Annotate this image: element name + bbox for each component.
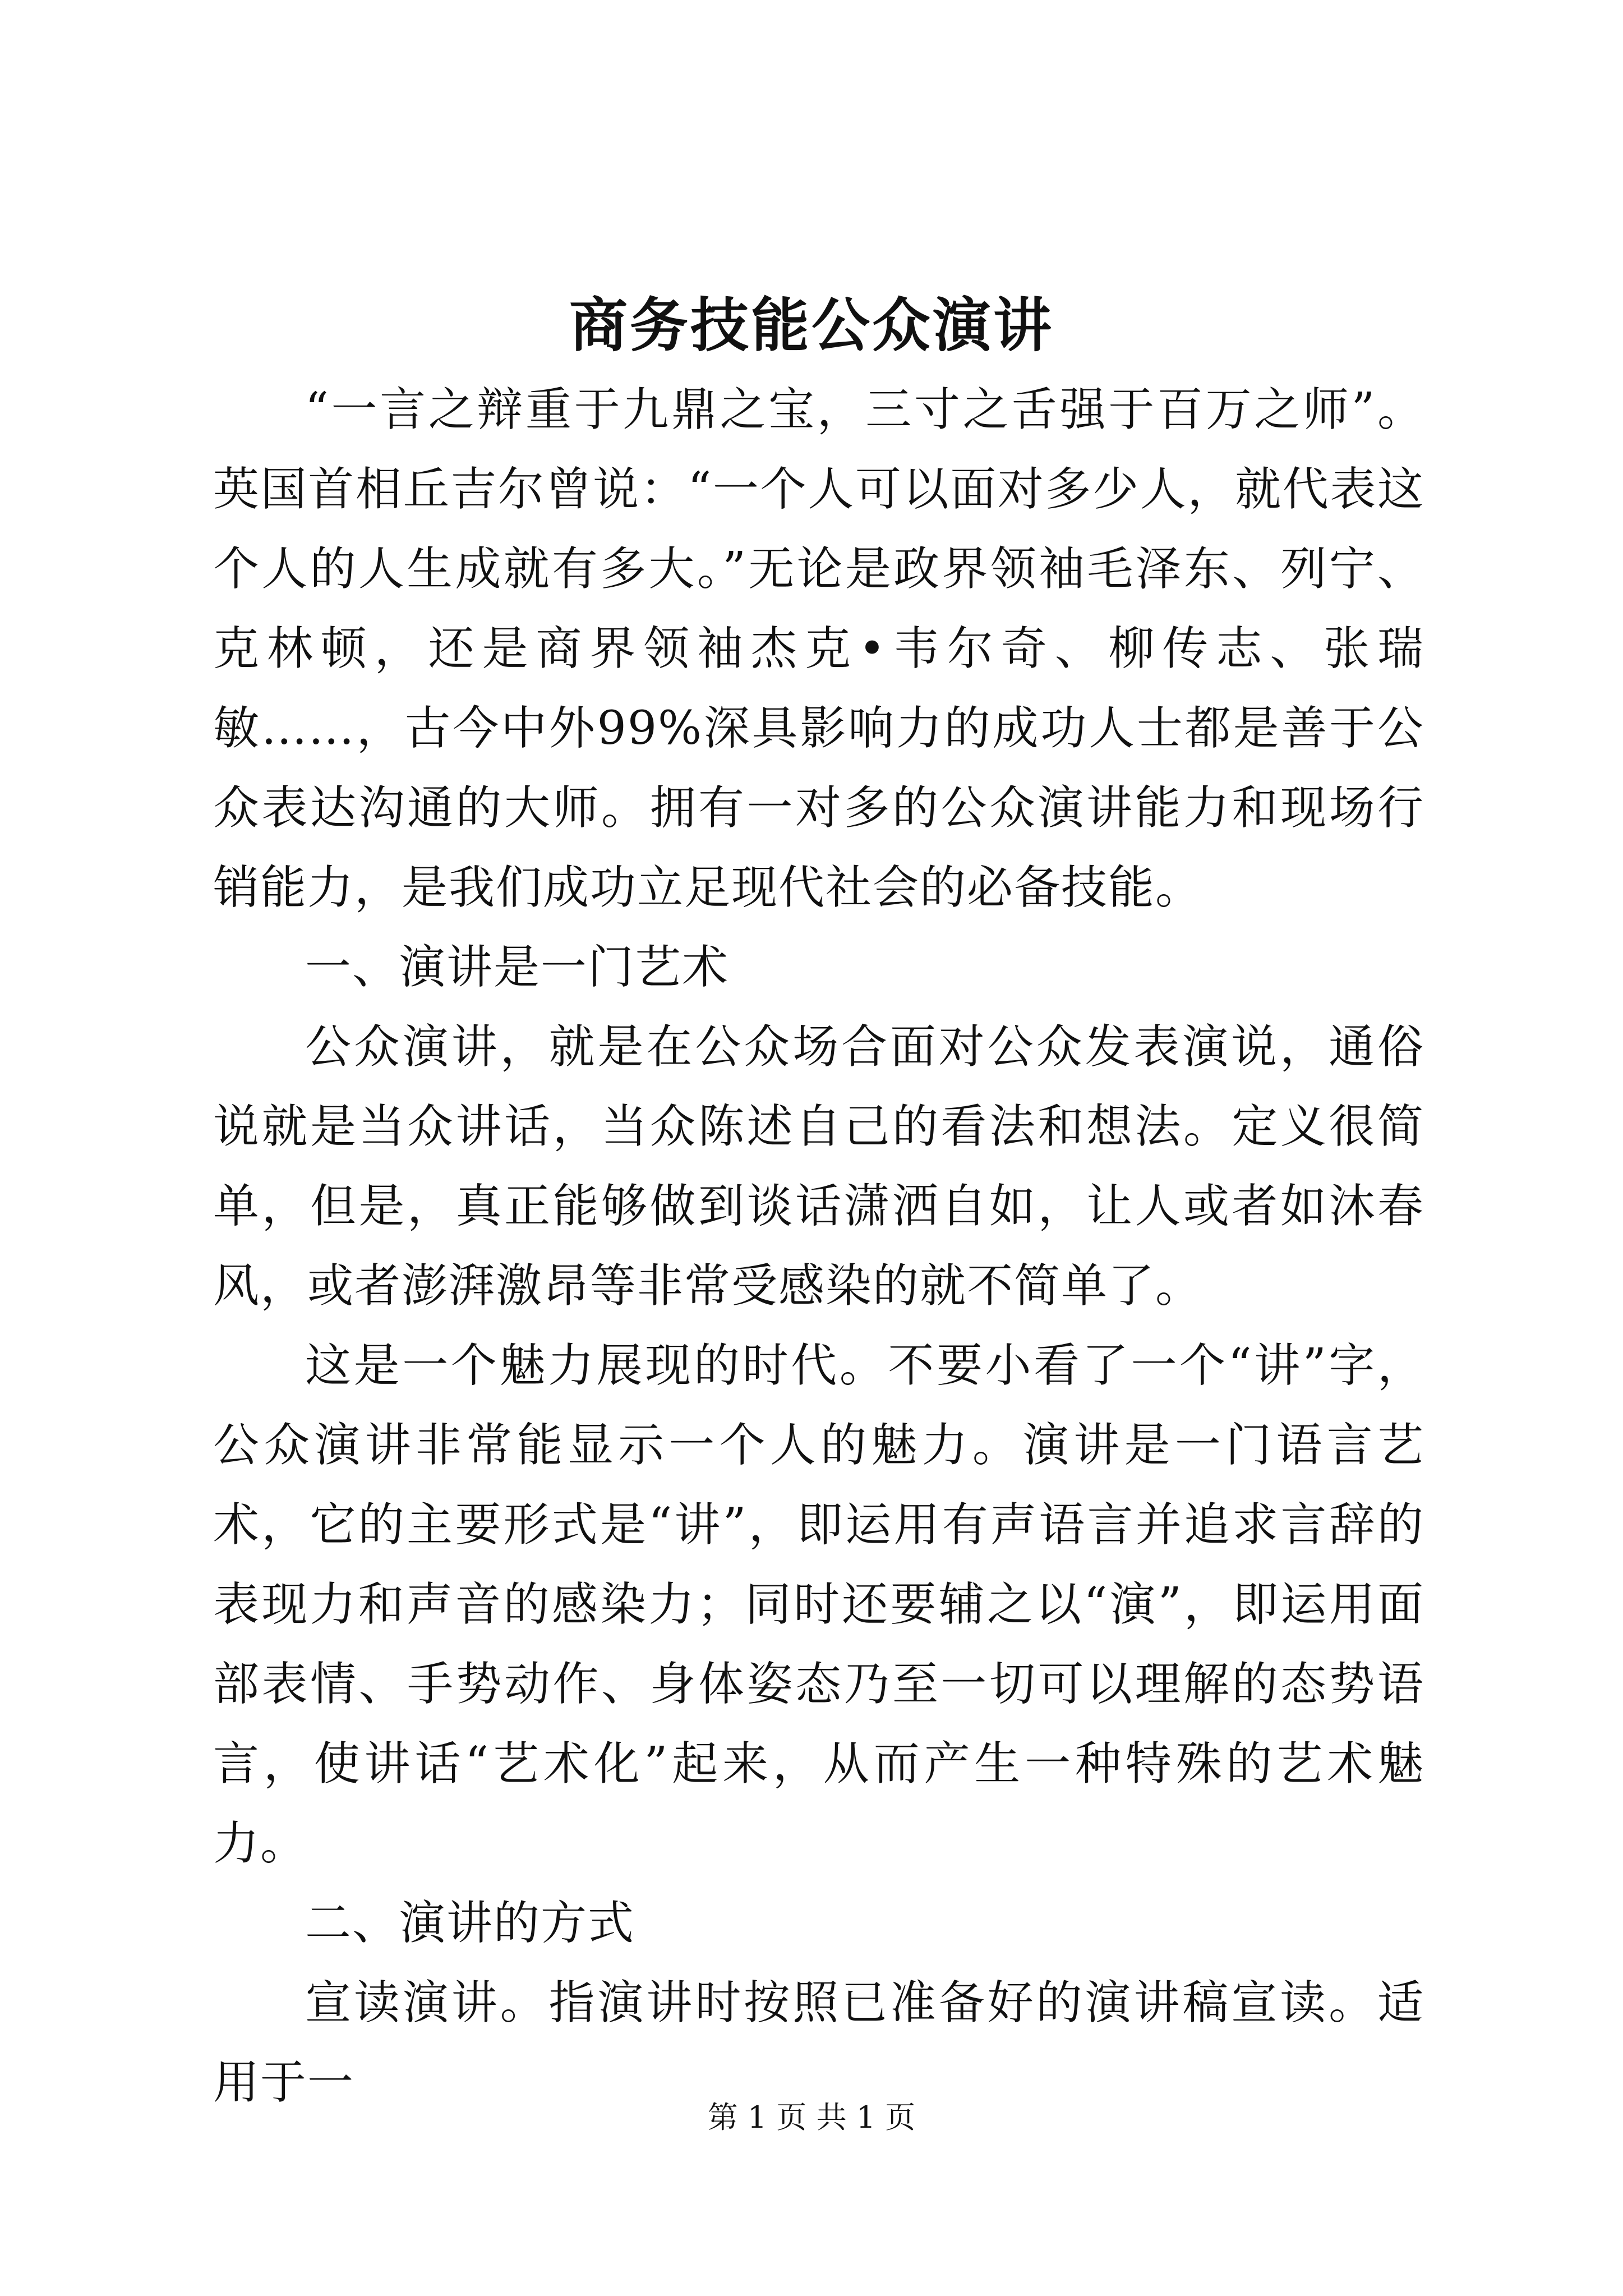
section-heading-2: 二、演讲的方式 — [305, 1897, 635, 1950]
document-body — [213, 370, 1424, 2123]
paragraph-intro: “一言之辩重于九鼎之宝，三寸之舌强于百万之师”。英国首相丘吉尔曾说：“一个人可以面对多少人，就代表这个人的人生成就有多大。”无论是政界领袖毛泽东、列宁、克林顿，还是商界领袖杰克•韦尔奇、柳传志、张瑞敏……，古今中外99%深具影响力的成功人士都是善于公众表达沟通的大师。拥有一对多的公众演讲能力和现场行销能力，是我们成功立足现代社会的必备技能。 — [213, 383, 1424, 914]
paragraph-reading-speech: 宣读演讲。指演讲时按照已准备好的演讲稿宣读。适用于一 — [213, 1976, 1424, 2109]
page-footer: 第 1 页 共 1 页 — [707, 2100, 916, 2135]
document-title: 商务技能公众演讲 — [569, 291, 1054, 360]
paragraph-charm: 这是一个魅力展现的时代。不要小看了一个“讲”字，公众演讲非常能显示一个人的魅力。演讲是一门语言艺术，它的主要形式是“讲”，即运用有声语言并追求言辞的表现力和声音的感染力；同时还要辅之以“演”，即运用面部表情、手势动作、身体姿态乃至一切可以理解的态势语言，使讲话“艺术化”起来，从而产生一种特殊的艺术魅力。 — [213, 1339, 1424, 1870]
paragraph-definition: 公众演讲，就是在公众场合面对公众发表演说，通俗说就是当众讲话，当众陈述自己的看法和想法。定义很简单，但是，真正能够做到谈话潇洒自如，让人或者如沐春风，或者澎湃激昂等非常受感染的就不简单了。 — [213, 1020, 1424, 1313]
section-heading-1: 一、演讲是一门艺术 — [305, 941, 730, 994]
